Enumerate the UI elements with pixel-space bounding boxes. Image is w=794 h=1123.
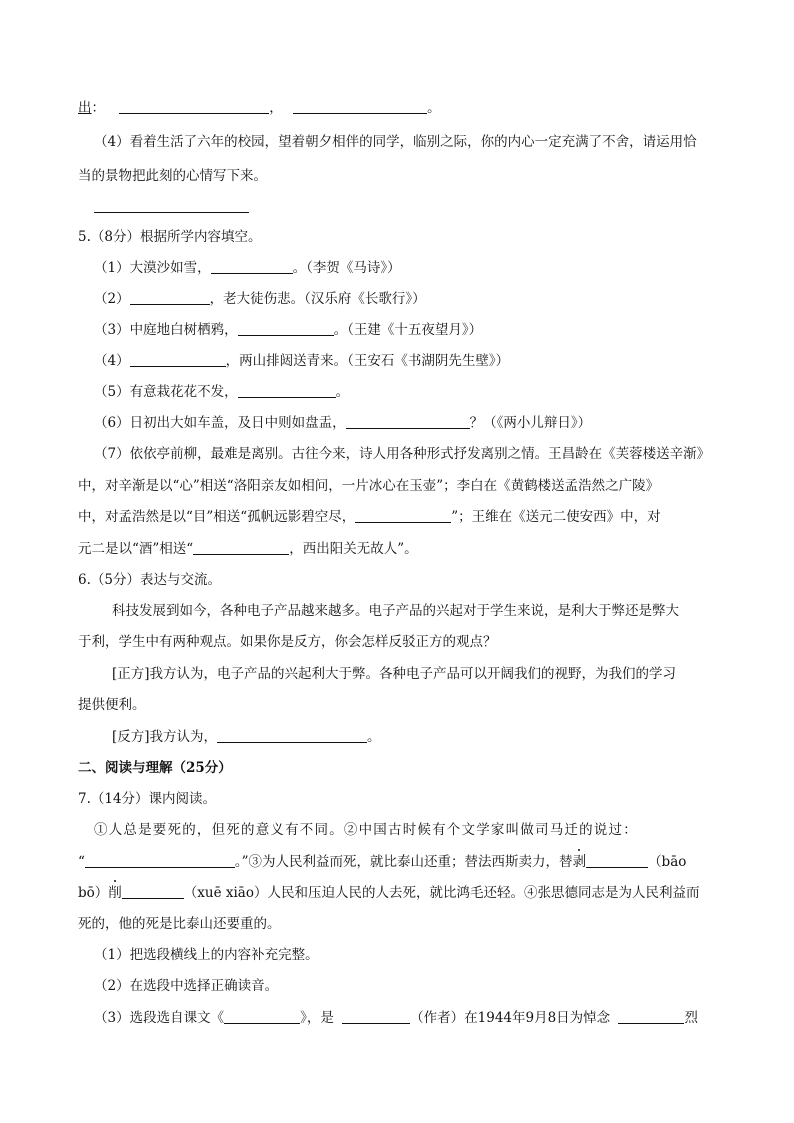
question-5-item-2: （2） ，老大徒伤悲。（汉乐府《长歌行》） — [94, 291, 426, 307]
question-6-heading: 6.（5分）表达与交流。 — [78, 572, 221, 588]
blank[interactable] — [224, 1009, 300, 1024]
question-6-text: 科技发展到如今，各种电子产品越来越多。电子产品的兴起对于学生来说，是利大于弊还是弊大 — [112, 603, 679, 619]
blank[interactable] — [211, 259, 293, 274]
blank[interactable] — [293, 99, 427, 114]
question-5-item-7: 中，对辛渐是以“心”相送“洛阳亲友如相问，一片冰心在玉壶”；李白在《黄鹤楼送孟浩然之广陵》 — [78, 478, 660, 494]
blank[interactable] — [238, 383, 336, 398]
blank[interactable] — [193, 540, 289, 555]
top-label: 出 — [78, 100, 92, 116]
answer-line-top: 出： ， 。 — [78, 100, 441, 116]
blank[interactable] — [130, 352, 226, 367]
blank[interactable] — [130, 290, 210, 305]
question-6-text: [正方]我方认为，电子产品的兴起利大于弊。各种电子产品可以开阔我们的视野，为我们的学习 — [112, 666, 677, 682]
blank[interactable] — [85, 853, 235, 868]
question-5-item-6: （6）日初出大如车盖，及日中则如盘盂， ？（《两小儿辩日》） — [94, 415, 592, 431]
question-5-heading: 5.（8分）根据所学内容填空。 — [78, 229, 262, 245]
question-5-item-7: 元二是以“酒”相送“ ，西出阳关无故人”。 — [78, 541, 418, 557]
question-5-item-5: （5）有意栽花花不发， 。 — [94, 384, 350, 400]
question-6-text: 于利，学生中有两种观点。如果你是反方，你会怎样反驳正方的观点？ — [78, 634, 497, 650]
blank[interactable] — [217, 728, 367, 743]
question-6-text: 提供便利。 — [78, 697, 146, 713]
question-7-passage: ①人总是要死的，但死的意义有不同。②中国古时候有个文学家叫做司马迁的说过： — [94, 822, 638, 838]
blank[interactable] — [342, 1009, 410, 1024]
question-7-sub-1: （1）把选段横线上的内容补充完整。 — [94, 947, 319, 963]
question-5-item-1: （1）大漠沙如雪， 。（李贺《马诗》） — [94, 260, 401, 276]
question-4-text: （4）看着生活了六年的校园，望着朝夕相伴的同学，临别之际，你的内心一定充满了不舍，请运用恰 — [94, 134, 697, 150]
question-7-heading: 7.（14分）课内阅读。 — [78, 791, 217, 807]
section-title: 二、阅读与理解（25分） — [78, 760, 232, 776]
question-5-item-7: （7）依依亭前柳，最难是离别。古往今来，诗人用各种形式抒发离别之情。王昌龄在《芙蓉楼送辛渐》 — [94, 446, 711, 462]
question-7-sub-3: （3）选段选自课文《 》，是 （作者）在1944年9月8日为悼念 烈 — [94, 1010, 698, 1026]
blank[interactable] — [346, 414, 470, 429]
question-7-passage: 死的，他的死是比泰山还要重的。 — [78, 916, 281, 932]
answer-line — [94, 197, 249, 217]
question-5-item-4: （4） ，两山排闼送青来。（王安石《书湖阴先生壁》） — [94, 353, 510, 369]
blank[interactable] — [618, 1009, 684, 1024]
question-5-item-3: （3）中庭地白树栖鸦， 。（王建《十五夜望月》） — [94, 322, 483, 338]
blank[interactable] — [238, 321, 334, 336]
blank[interactable] — [94, 198, 249, 213]
question-5-item-7: 中，对孟浩然是以“目”相送“孤帆远影碧空尽， ”；王维在《送元二使安西》中，对 — [78, 509, 661, 525]
question-7-passage: bō）削 （xuē xiāo）人民和压迫人民的人去死，就比鸿毛还轻。④张思德同志是为人民利益而 — [78, 885, 700, 901]
blank[interactable] — [119, 99, 269, 114]
question-7-passage: “ 。”③为人民利益而死，就比泰山还重；替法西斯卖力，替剥 （bāo — [78, 854, 687, 870]
question-4-text: 当的景物把此刻的心情写下来。 — [78, 168, 267, 184]
blank[interactable] — [355, 508, 451, 523]
question-6-answer: [反方]我方认为， 。 — [112, 729, 381, 745]
blank[interactable] — [122, 884, 184, 899]
blank[interactable] — [586, 853, 648, 868]
question-7-sub-2: （2）在选段中选择正确读音。 — [94, 978, 279, 994]
